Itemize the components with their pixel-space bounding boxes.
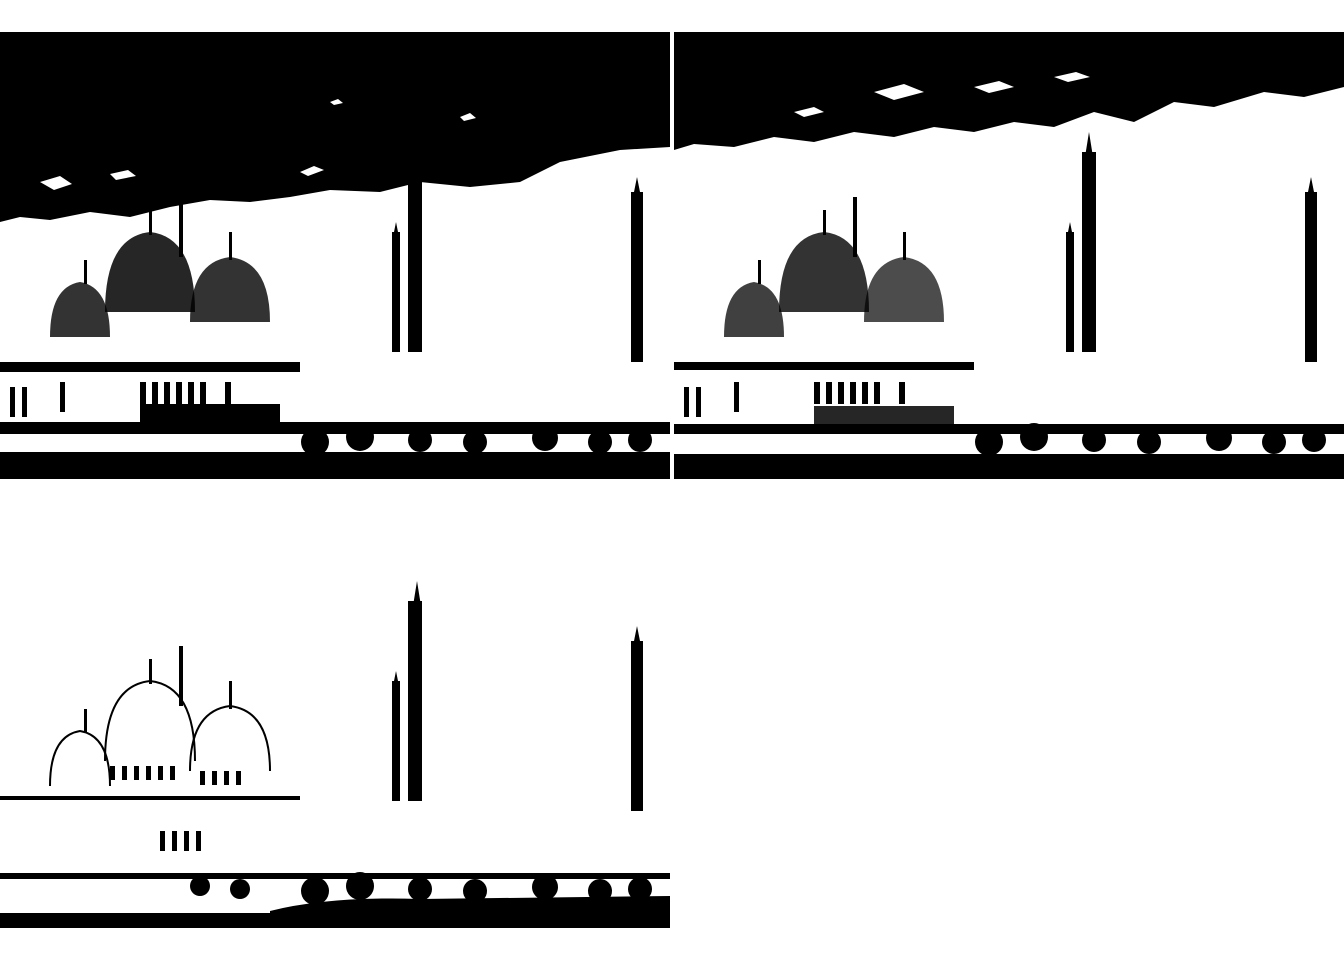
mosque-image-1 [0, 32, 670, 479]
mosque-panel-mid-threshold [674, 32, 1344, 479]
mosque-image-3 [0, 481, 670, 928]
mosque-panel-light-threshold [0, 481, 670, 928]
mosque-image-2 [674, 32, 1344, 479]
mosque-panel-dark-threshold [0, 32, 670, 479]
